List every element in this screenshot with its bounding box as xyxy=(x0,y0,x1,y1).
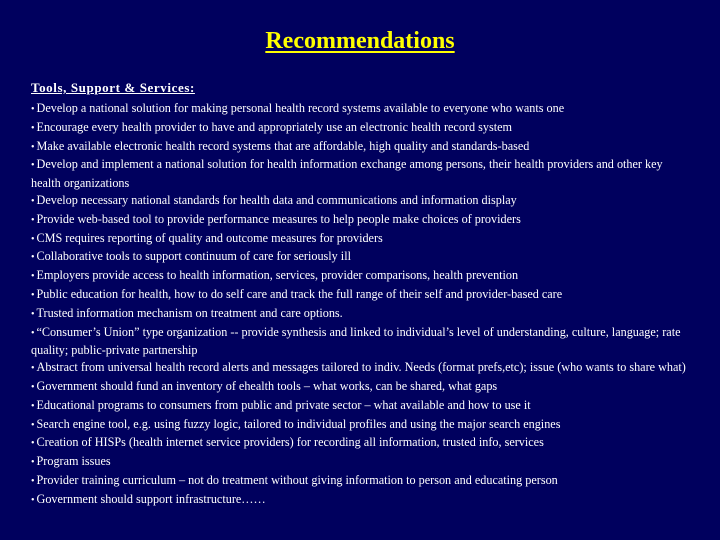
bullet-item xyxy=(31,119,691,138)
bullet-item xyxy=(31,359,691,378)
bullet-item xyxy=(31,230,691,249)
bullet-text: Trusted information mechanism on treatment and care options. xyxy=(36,305,343,320)
bullet-text: CMS requires reporting of quality and outcome measures for providers xyxy=(36,230,383,245)
bullet-text: Search engine tool, e.g. using fuzzy logic, tailored to individual profiles and using the major search engines xyxy=(36,416,561,431)
bullet-marker: • xyxy=(31,141,35,153)
bullet-marker: • xyxy=(31,122,35,134)
bullet-text: Provide web-based tool to provide performance measures to help people make choices of providers xyxy=(36,211,521,226)
bullet-marker: • xyxy=(31,214,35,226)
bullet-text: Develop a national solution for making personal health record systems available to everyone who wants one xyxy=(36,101,565,115)
bullet-item xyxy=(31,156,691,192)
bullet-item xyxy=(31,378,691,397)
bullet-text: Government should support infrastructure…… xyxy=(36,491,266,506)
section-subtitle: Tools, Support & Services: xyxy=(31,80,195,95)
bullet-text: “Consumer’s Union” type organization -- provide synthesis and linked to individual’s level of understanding, culture, language; rate quality; public-private partnership xyxy=(31,324,681,358)
bullet-text: Develop necessary national standards for health data and communications and information display xyxy=(36,192,517,207)
bullet-marker: • xyxy=(31,308,35,320)
bullet-text: Abstract from universal health record alerts and messages tailored to indiv. Needs (format prefs,etc); issue (who wants to share what) xyxy=(36,360,686,375)
bullet-marker: • xyxy=(31,327,35,339)
bullet-list xyxy=(31,100,691,510)
bullet-text: Make available electronic health record systems that are affordable, high quality and standards-based xyxy=(36,138,530,153)
bullet-marker: • xyxy=(31,233,35,245)
bullet-marker: • xyxy=(31,252,35,264)
bullet-item xyxy=(31,100,691,119)
bullet-item xyxy=(31,324,691,360)
bullet-item xyxy=(31,491,691,510)
bullet-text: Public education for health, how to do self care and track the full range of their self and provider-based care xyxy=(36,286,563,301)
bullet-marker: • xyxy=(31,160,35,172)
bullet-marker: • xyxy=(31,289,35,301)
bullet-marker: • xyxy=(31,363,35,375)
bullet-text: Encourage every health provider to have and appropriately use an electronic health record system xyxy=(36,119,512,134)
bullet-text: Develop and implement a national solution for health information exchange among persons, their health providers and other key health organizations xyxy=(31,157,663,191)
bullet-marker: • xyxy=(31,438,35,450)
bullet-marker: • xyxy=(31,271,35,283)
bullet-text: Government should fund an inventory of ehealth tools – what works, can be shared, what gaps xyxy=(36,378,498,393)
bullet-item xyxy=(31,453,691,472)
bullet-item xyxy=(31,267,691,286)
bullet-marker: • xyxy=(31,494,35,506)
bullet-item xyxy=(31,397,691,416)
bullet-marker: • xyxy=(31,419,35,431)
bullet-marker: • xyxy=(31,475,35,487)
slide-title: Recommendations xyxy=(265,28,455,54)
bullet-item xyxy=(31,192,691,211)
bullet-marker: • xyxy=(31,104,35,115)
bullet-item xyxy=(31,138,691,157)
bullet-text: Creation of HISPs (health internet service providers) for recording all information, trusted info, services xyxy=(36,435,544,450)
bullet-item xyxy=(31,211,691,230)
bullet-marker: • xyxy=(31,457,35,469)
bullet-marker: • xyxy=(31,400,35,412)
bullet-item xyxy=(31,305,691,324)
bullet-item xyxy=(31,472,691,491)
bullet-marker: • xyxy=(31,195,35,207)
bullet-item xyxy=(31,248,691,267)
bullet-text: Program issues xyxy=(36,454,111,469)
bullet-marker: • xyxy=(31,381,35,393)
bullet-text: Collaborative tools to support continuum of care for seriously ill xyxy=(36,249,351,264)
bullet-text: Employers provide access to health information, services, provider comparisons, health prevention xyxy=(36,268,519,283)
bullet-item xyxy=(31,416,691,435)
bullet-item xyxy=(31,434,691,453)
bullet-item xyxy=(31,286,691,305)
bullet-text: Educational programs to consumers from public and private sector – what available and how to use it xyxy=(36,397,531,412)
bullet-text: Provider training curriculum – not do treatment without giving information to person and educating person xyxy=(36,472,558,487)
